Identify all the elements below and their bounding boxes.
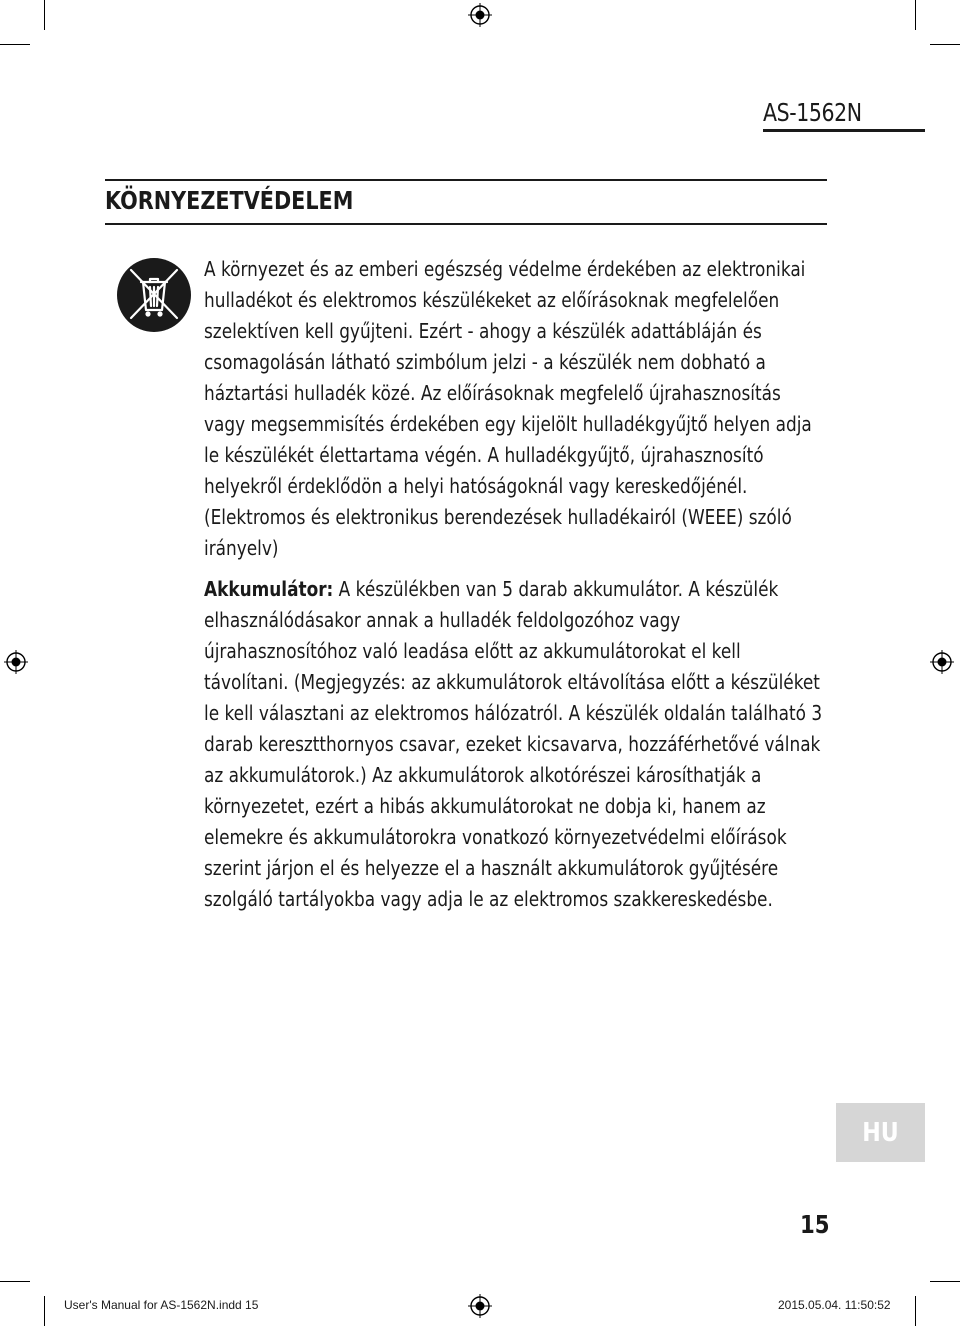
battery-text: A készülékben van 5 darab akkumulátor. A készülék elhasználódásakor annak a hulladék feldolgozóhoz vagy újrahasznosítóhoz való leadása előtt az akkumulátorokat el kell távolítani. (Megjegyzés: az akkumulátorok eltávolítása előtt a készüléket le kell választani az elektromos hálózatról. A készülék oldalán található 3 darab keresztthornyos csavar, ezeket kicsavarva, hozzáférhetővé válnak az akkumulátorok.) Az akkumulátorok alkotórészei károsíthatják a környezetet, ezért a hibás akkumulátorokat ne dobja ki, hanem az elemekre és akkumulátorokra vonatkozó környezetvédelmi előírások szerint járjon el és helyezze el a használt akkumulátorok gyűjtésére szolgáló tartályokba vagy adja le az elektromos szakkereskedésbe. (204, 577, 823, 911)
slug-file: User's Manual for AS-1562N.indd 15 (64, 1298, 259, 1312)
battery-label: Akkumulátor: (204, 577, 334, 601)
page-number: 15 (800, 1210, 830, 1239)
section-bottom-rule (105, 223, 827, 225)
weee-paragraph: A környezet és az emberi egészség védelme érdekében az elektronikai hulladékot és elektromos készülékeket az előírásoknak megfelelően szelektíven kell gyűjteni. Ezért - ahogy a készülék adattábláján és csomagolásán látható szimbólum jelzi - a készülék nem dobható a háztartási hulladék közé. Az előírásoknak megfelelő újrahasznosítás vagy megsemmisítés érdekében egy kijelölt hulladékgyűjtő helyen adja le készülékét élettartama végén. A hulladékgyűjtő, újrahasznosító helyekről érdeklődön a helyi hatóságoknál vagy kereskedőjénél. (Elektromos és elektronikus berendezések hulladékairól (WEEE) szóló irányelv) (204, 257, 812, 560)
crop-mark (930, 1281, 960, 1282)
section-title: KÖRNYEZETVÉDELEM (105, 186, 354, 215)
registration-mark-icon (4, 650, 28, 674)
language-tab-label: HU (862, 1117, 899, 1148)
slug-datetime: 2015.05.04. 11:50:52 (778, 1298, 891, 1312)
section-top-rule (105, 179, 827, 181)
section-body (204, 254, 827, 915)
crop-mark (915, 1296, 916, 1326)
crop-mark (44, 0, 45, 30)
crop-mark (0, 44, 30, 45)
registration-mark-icon (468, 1294, 492, 1318)
weee-crossed-bin-icon (117, 258, 191, 332)
crop-mark (930, 44, 960, 45)
language-tab (836, 1103, 925, 1162)
crop-mark (0, 1281, 30, 1282)
crop-mark (915, 0, 916, 30)
battery-paragraph (204, 574, 827, 915)
crop-mark (44, 1296, 45, 1326)
registration-mark-icon (468, 3, 492, 27)
registration-mark-icon (930, 650, 954, 674)
model-number: AS-1562N (763, 98, 862, 127)
header-rule (763, 129, 925, 132)
